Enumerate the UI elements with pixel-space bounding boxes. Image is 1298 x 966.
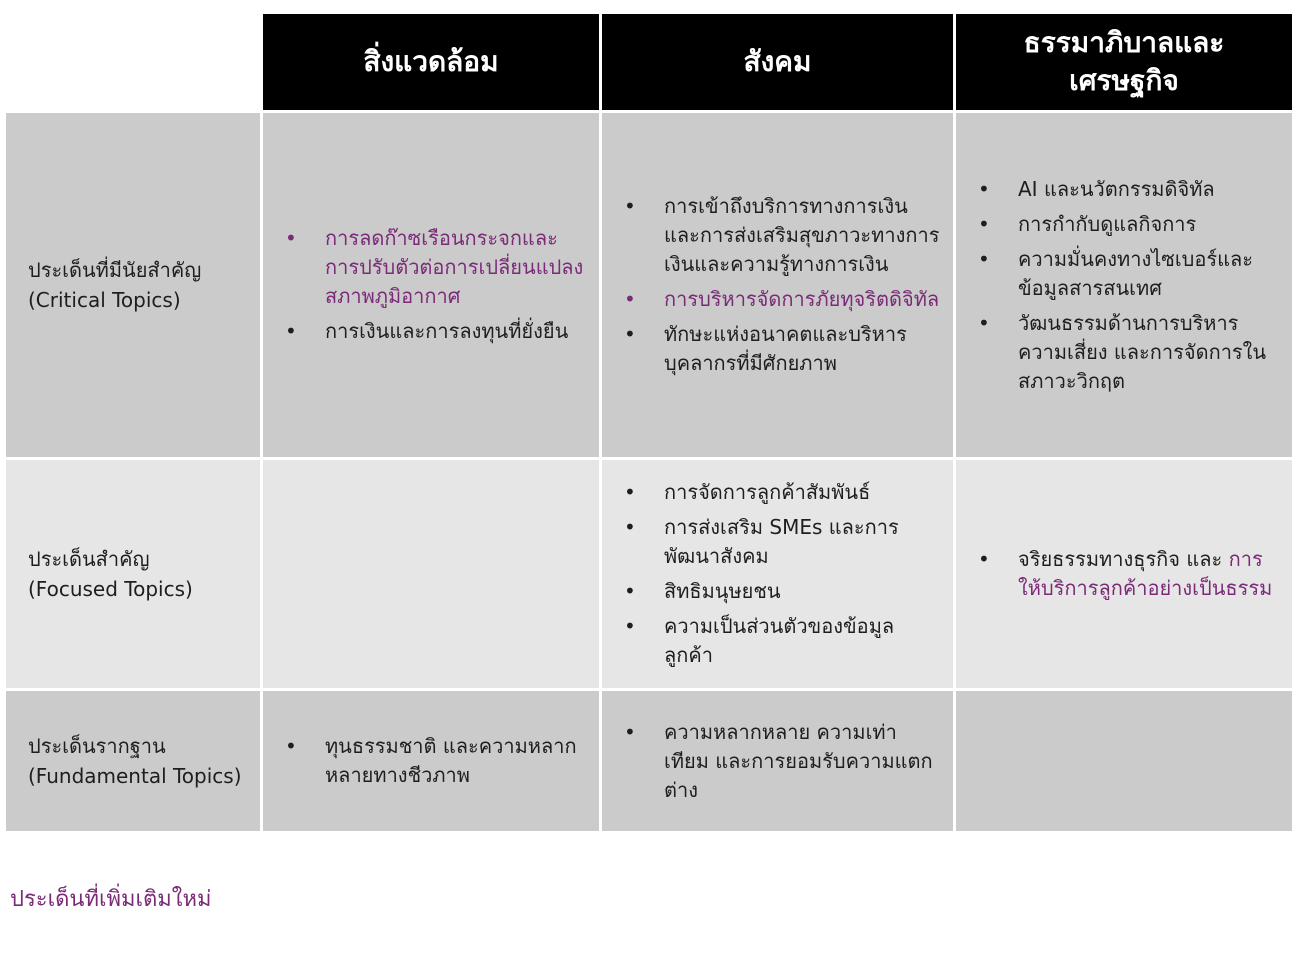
topic-item: • การเงินและการลงทุนที่ยั่งยืน [281,317,587,346]
corner-blank-cell [6,14,260,110]
topic-item: • ความมั่นคงทางไซเบอร์และข้อมูลสารสนเทศ [974,245,1280,303]
cell-fundamental-environment [263,691,599,831]
column-header-environment [263,14,599,110]
row-header-critical [6,113,260,457]
topic-list [974,169,1280,402]
row-header-fundamental [6,691,260,831]
topic-item: • สิทธิมนุษยชน [620,577,941,606]
topic-item: • การจัดการลูกค้าสัมพันธ์ [620,478,941,507]
topic-item-new: • การบริหารจัดการภัยทุจริตดิจิทัล [620,285,941,314]
topic-item: • การเข้าถึงบริการทางการเงิน และการส่งเสริมสุขภาวะทางการเงินและความรู้ทางการเงิน [620,192,941,279]
row-label-en: (Fundamental Topics) [28,764,242,788]
topic-item-new: • การลดก๊าซเรือนกระจกและการปรับตัวต่อการเปลี่ยนแปลงสภาพภูมิอากาศ [281,224,587,311]
cell-fundamental-governance-empty [956,691,1292,831]
row-label-th: ประเด็นรากฐาน [28,734,166,758]
column-header-label: สังคม [743,45,812,78]
topic-item: • การกำกับดูแลกิจการ [974,210,1280,239]
column-header-label: สิ่งแวดล้อม [363,45,499,78]
topic-item: • วัฒนธรรมด้านการบริหารความเสี่ยง และการจัดการในสภาวะวิกฤต [974,309,1280,396]
cell-fundamental-social [602,691,953,831]
topic-item: • AI และนวัตกรรมดิจิทัล [974,175,1280,204]
legend-new-topics: ประเด็นที่เพิ่มเติมใหม่ [10,887,212,912]
topic-list [974,539,1280,609]
topic-text-plain: จริยธรรมทางธุรกิจ และ [1018,547,1223,571]
topic-list [620,712,941,811]
topic-item: • ทักษะแห่งอนาคตและบริหารบุคลากรที่มีศักยภาพ [620,320,941,378]
row-label-en: (Critical Topics) [28,288,181,312]
cell-critical-environment [263,113,599,457]
topic-item: • การส่งเสริม SMEs และการพัฒนาสังคม [620,513,941,571]
topic-list [620,472,941,676]
topic-list [281,726,587,796]
column-header-governance-economic [956,14,1292,110]
cell-critical-governance [956,113,1292,457]
topic-item: • ความหลากหลาย ความเท่าเทียม และการยอมรับความแตกต่าง [620,718,941,805]
topic-item: • ความเป็นส่วนตัวของข้อมูลลูกค้า [620,612,941,670]
row-label-en: (Focused Topics) [28,577,193,601]
cell-focused-social [602,460,953,688]
topic-item: • ทุนธรรมชาติ และความหลากหลายทางชีวภาพ [281,732,587,790]
row-label-th: ประเด็นที่มีนัยสำคัญ [28,258,202,282]
topic-list [281,218,587,352]
cell-focused-environment-empty [263,460,599,688]
cell-focused-governance [956,460,1292,688]
cell-critical-social [602,113,953,457]
row-label-th: ประเด็นสำคัญ [28,547,150,571]
column-header-social [602,14,953,110]
topic-text-new: การให้บริการลูกค้าอย่างเป็นธรรม [1018,547,1273,600]
topic-list [620,186,941,384]
row-header-focused [6,460,260,688]
materiality-table [6,14,1292,831]
column-header-label: ธรรมาภิบาลและเศรษฐกิจ [1023,26,1225,97]
topic-item [974,545,1280,603]
